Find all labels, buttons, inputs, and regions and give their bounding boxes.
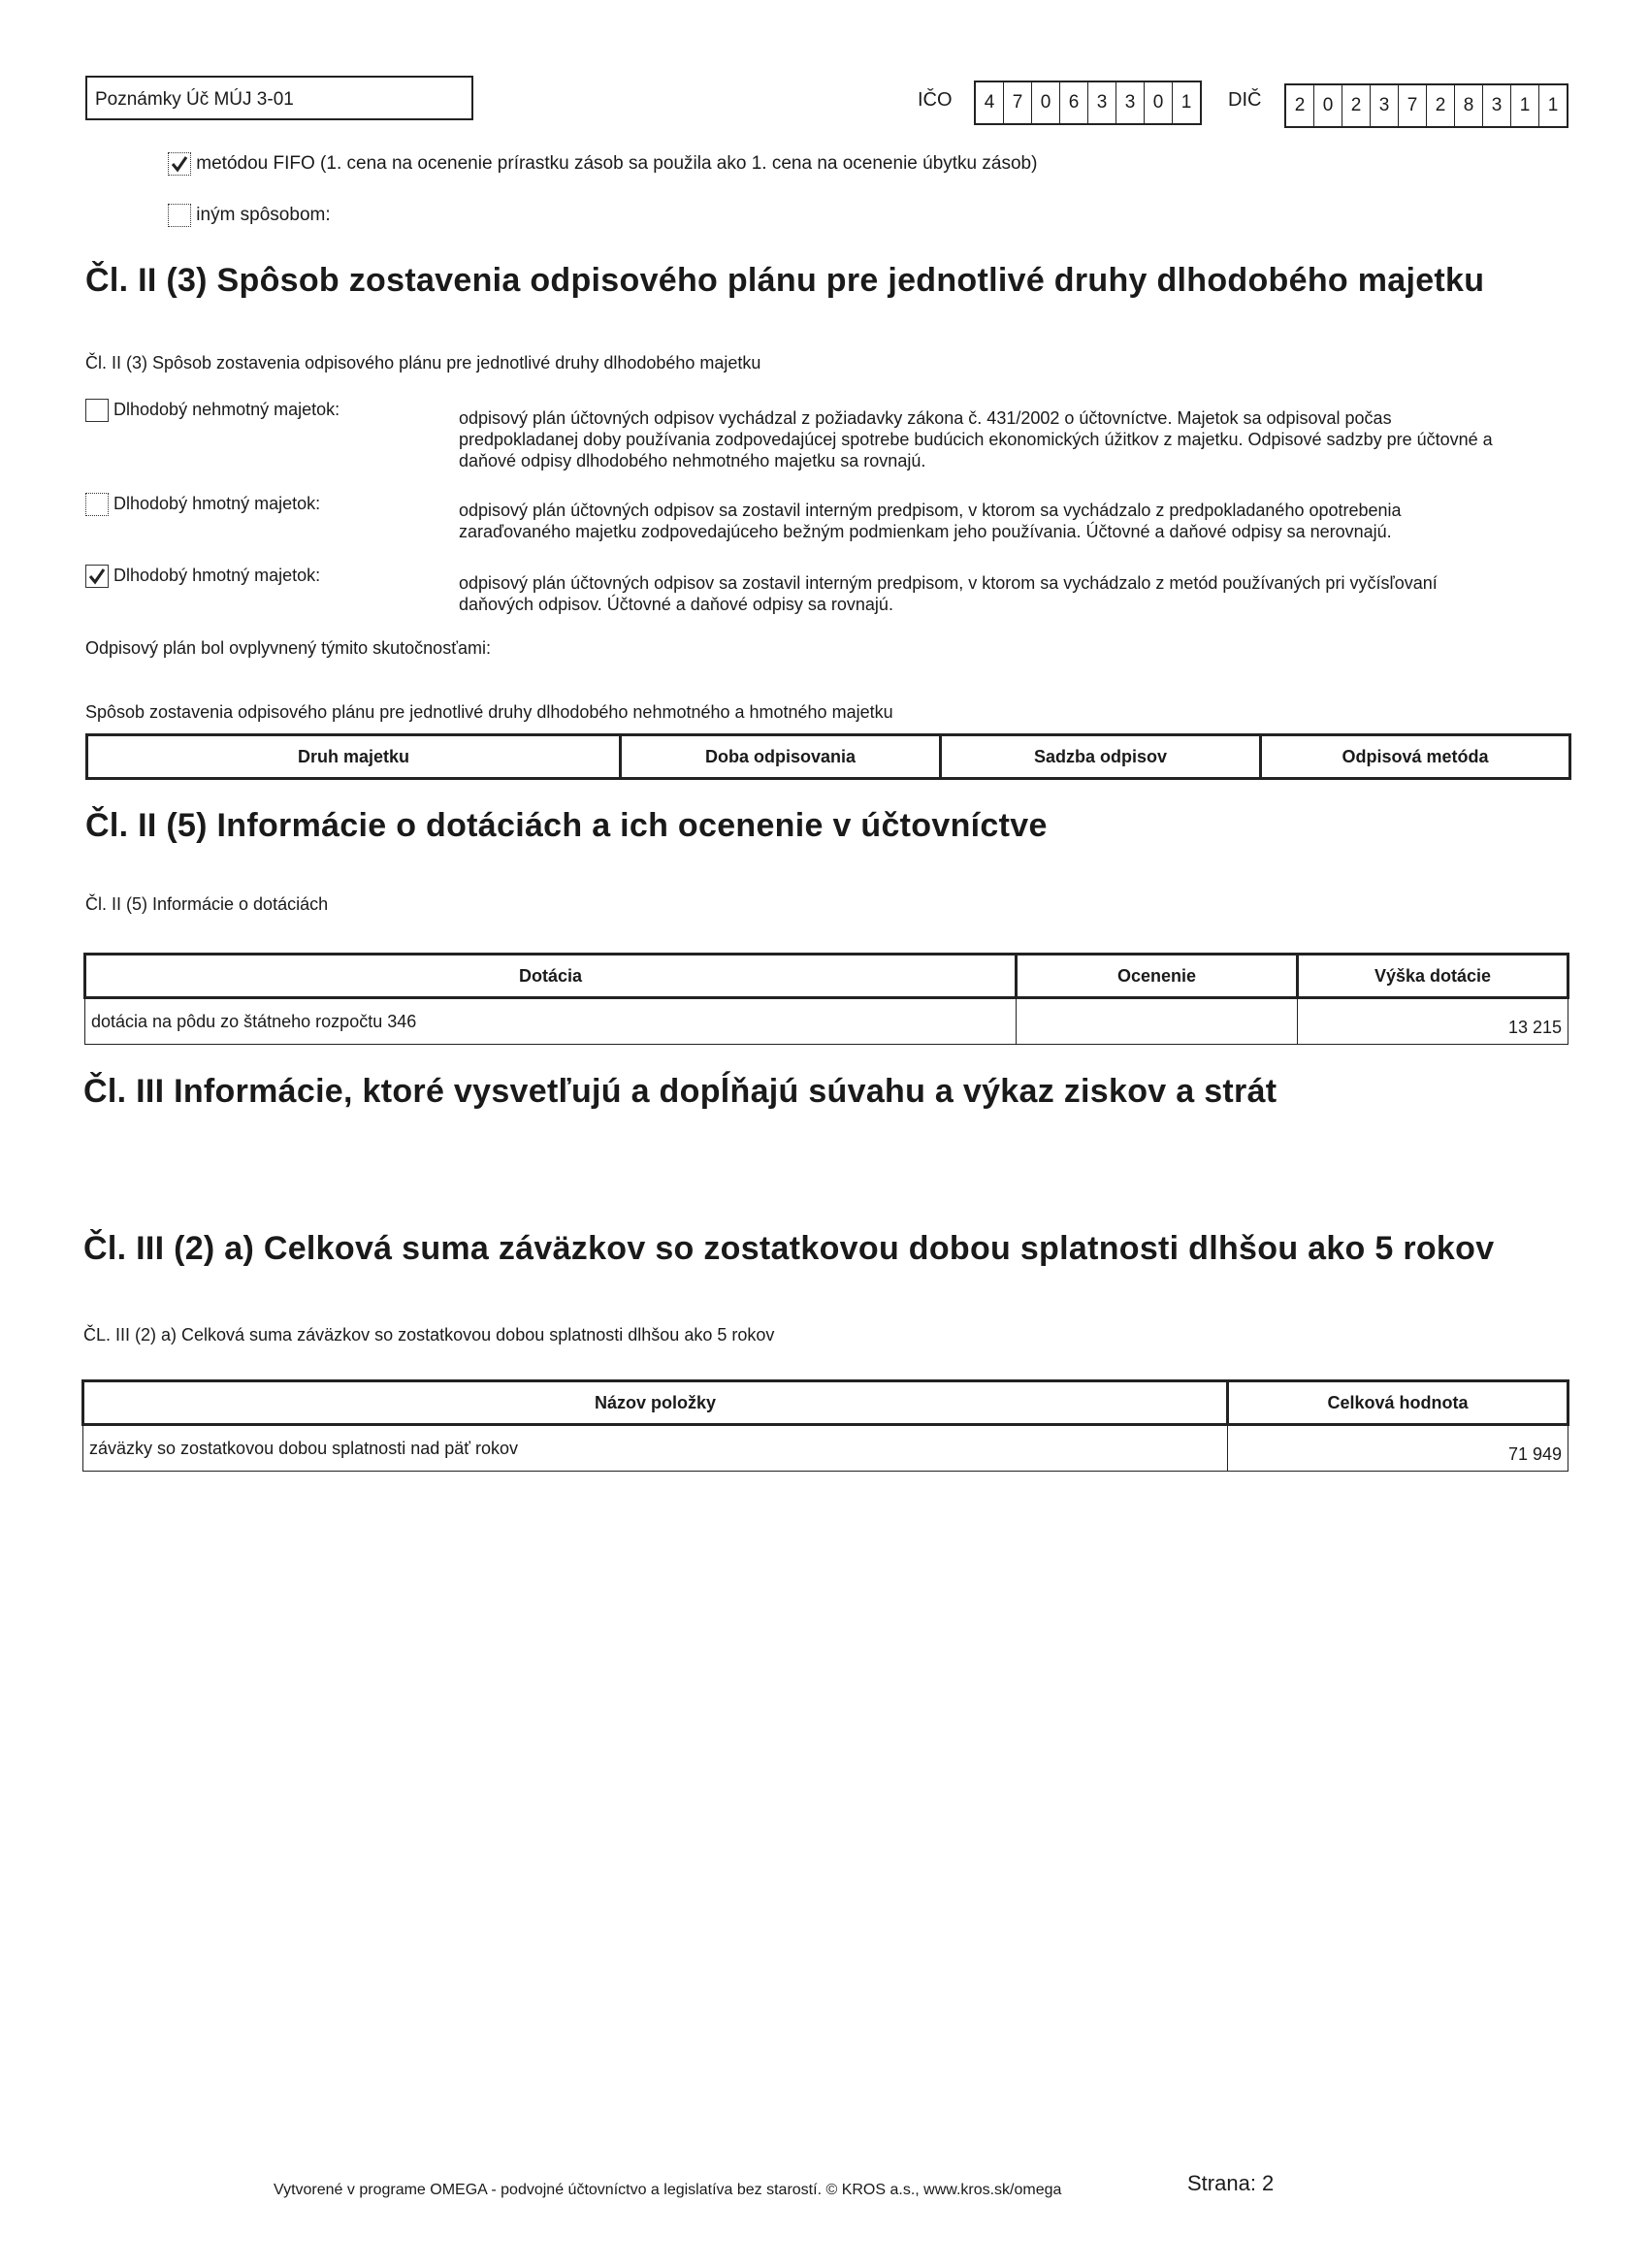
col-asset-type: Druh majetku (87, 735, 621, 779)
dic-digit: 8 (1455, 85, 1483, 126)
depreciation-subheading: Čl. II (3) Spôsob zostavenia odpisového plánu pre jednotlivé druhy dlhodobého majetku (85, 353, 761, 373)
dic-digit: 1 (1547, 95, 1559, 115)
dic-digit: 2 (1342, 85, 1371, 126)
dic-label: DIČ (1228, 89, 1262, 111)
ico-digit: 0 (1032, 82, 1060, 123)
asset-type-label: Dlhodobý nehmotný majetok: (113, 399, 340, 419)
table-row (83, 1425, 1568, 1472)
other-method-checkbox[interactable] (168, 204, 191, 227)
col-subsidy: Dotácia (85, 955, 1017, 998)
dic-digit: 1 (1511, 85, 1539, 126)
ico-digit: 3 (1088, 82, 1116, 123)
liabilities-subheading: ČL. III (2) a) Celková suma záväzkov so zostatkovou dobou splatnosti dlhšou ako 5 rokov (83, 1325, 775, 1345)
info-heading: Čl. III Informácie, ktoré vysvetľujú a dopĺňajú súvahu a výkaz ziskov a strát (83, 1073, 1277, 1110)
depreciation-heading: Čl. II (3) Spôsob zostavenia odpisového plánu pre jednotlivé druhy dlhodobého majetku (85, 262, 1485, 299)
asset-type-label: Dlhodobý hmotný majetok: (113, 565, 321, 585)
subsidies-heading: Čl. II (5) Informácie o dotáciách a ich ocenenie v účtovníctve (85, 807, 1048, 844)
form-name-box (85, 76, 473, 120)
dic-digit: 2 (1286, 85, 1314, 126)
dic-digits (1284, 83, 1568, 128)
tangible-checkbox-checked[interactable] (85, 565, 109, 588)
col-total-value: Celková hodnota (1228, 1381, 1568, 1425)
dic-digit: 7 (1399, 85, 1427, 126)
check-icon (170, 154, 189, 174)
fifo-option[interactable] (168, 152, 1037, 176)
intangible-checkbox[interactable] (85, 399, 109, 422)
subsidies-table (83, 953, 1569, 1045)
asset-type-row (85, 399, 340, 422)
liabilities-heading: Čl. III (2) a) Celková suma záväzkov so zostatkovou dobou splatnosti dlhšou ako 5 rokov (83, 1230, 1495, 1267)
fifo-label: metódou FIFO (1. cena na ocenenie prírastku zásob sa použila ako 1. cena na ocenenie úbytku zásob) (196, 153, 1038, 175)
subsidy-valuation (1017, 998, 1298, 1045)
table-header-row (83, 1381, 1568, 1425)
ico-digit: 7 (1004, 82, 1032, 123)
other-method-option[interactable] (168, 204, 331, 227)
liability-name: záväzky so zostatkovou dobou splatnosti nad päť rokov (83, 1425, 1228, 1472)
depreciation-table (85, 733, 1571, 780)
dic-digit: 0 (1314, 85, 1342, 126)
col-depreciation-period: Doba odpisovania (621, 735, 941, 779)
table-header-row (85, 955, 1568, 998)
subsidy-name: dotácia na pôdu zo štátneho rozpočtu 346 (85, 998, 1017, 1045)
asset-type-row (85, 493, 320, 516)
dic-digit: 2 (1427, 85, 1455, 126)
ico-digit: 6 (1060, 82, 1088, 123)
ico-digit: 3 (1116, 82, 1145, 123)
check-icon (87, 567, 107, 586)
footer-credit: Vytvorené v programe OMEGA - podvojné účtovníctvo a legislatíva bez starostí. © KROS a.s., www.kros.sk/omega (274, 2182, 1062, 2198)
asset-type-row (85, 565, 320, 588)
table-row (85, 998, 1568, 1045)
liabilities-table (81, 1379, 1569, 1472)
ico-label: IČO (918, 89, 953, 111)
fifo-checkbox[interactable] (168, 152, 191, 176)
tangible-checkbox[interactable] (85, 493, 109, 516)
table-header-row (87, 735, 1570, 779)
subsidy-amount: 13 215 (1298, 998, 1568, 1045)
col-subsidy-amount: Výška dotácie (1298, 955, 1568, 998)
form-name: Poznámky Úč MÚJ 3-01 (95, 89, 294, 110)
col-item-name: Názov položky (83, 1381, 1228, 1425)
subsidies-subheading: Čl. II (5) Informácie o dotáciách (85, 894, 329, 914)
dic-digit: 3 (1371, 85, 1399, 126)
ico-digit: 4 (976, 82, 1004, 123)
col-depreciation-rate: Sadzba odpisov (941, 735, 1261, 779)
asset-type-text: odpisový plán účtovných odpisov vychádzal z požiadavky zákona č. 431/2002 o účtovníctve. Majetok sa odpisoval počas predpokladanej doby používania zodpovedajúcej spotrebe budúcich ekonomických úžitkov z majetku. Odpisové sadzby pre účtovné a daňové odpisy dlhodobého nehmotného majetku sa rovnajú. (459, 408, 1493, 470)
liability-value: 71 949 (1228, 1425, 1568, 1472)
other-method-label: iným spôsobom: (196, 205, 331, 226)
depreciation-table-caption: Spôsob zostavenia odpisového plánu pre jednotlivé druhy dlhodobého nehmotného a hmotného majetku (85, 702, 893, 722)
ico-digits (974, 81, 1202, 125)
influenced-label: Odpisový plán bol ovplyvnený týmito skutočnosťami: (85, 638, 491, 658)
col-depreciation-method: Odpisová metóda (1261, 735, 1570, 779)
dic-digit: 3 (1483, 85, 1511, 126)
asset-type-label: Dlhodobý hmotný majetok: (113, 493, 321, 513)
asset-type-text: odpisový plán účtovných odpisov sa zostavil interným predpisom, v ktorom sa vychádzalo z metód používaných pri vyčísľovaní daňových odpisov. Účtovné a daňové odpisy sa rovnajú. (459, 573, 1438, 614)
asset-type-text: odpisový plán účtovných odpisov sa zostavil interným predpisom, v ktorom sa vychádzalo z predpokladaného opotrebenia zaraďovaného majetku zodpovedajúceho bežným podmienkam jeho používania. Účtovné a daňové odpisy sa nerovnajú. (459, 501, 1402, 541)
page-number: Strana: 2 (1187, 2171, 1275, 2195)
ico-digit: 0 (1145, 82, 1173, 123)
col-valuation: Ocenenie (1017, 955, 1298, 998)
ico-digit: 1 (1180, 92, 1192, 113)
